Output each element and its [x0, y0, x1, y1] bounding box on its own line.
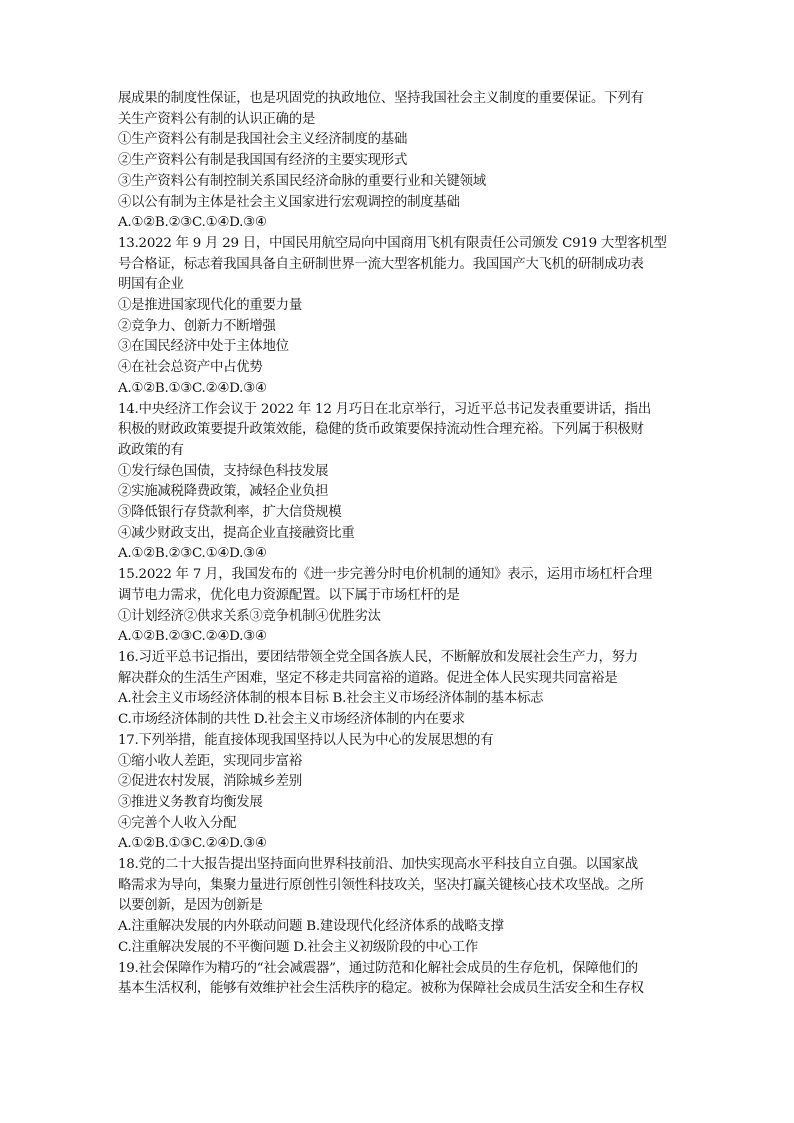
text-line: 关生产资料公有制的认识正确的是 — [118, 111, 316, 127]
text-line: ①生产资料公有制是我国社会主义经济制度的基础 — [118, 132, 408, 148]
text-line: A.社会主义市场经济体制的根本目标 B.社会主义市场经济体制的基本标志 — [118, 691, 544, 707]
text-line: 基本生活权利，能够有效维护社会生活秩序的稳定。被称为保障社会成员生活安全和生存权 — [118, 981, 644, 997]
text-line: A.①②B.②③C.①④D.③④ — [118, 546, 267, 562]
text-line: 解决群众的生活生产困难，坚定不移走共同富裕的道路。促进全体人民实现共同富裕是 — [118, 670, 618, 686]
text-line: ①是推进国家现代化的重要力量 — [118, 298, 302, 314]
text-line: A.①②B.①③C.②④D.③④ — [118, 836, 267, 852]
text-line: A.①②B.②③C.①④D.③④ — [118, 215, 267, 231]
text-line: 以要创新，是因为创新是 — [118, 898, 263, 914]
text-line: ④以公有制为主体是社会主义国家进行宏观调控的制度基础 — [118, 194, 460, 210]
text-line: 明国有企业 — [118, 277, 184, 293]
text-line: ④减少财政支出，提高企业直接融资比重 — [118, 525, 355, 541]
text-line: A.注重解决发展的内外联动问题 B.建设现代化经济体系的战略支撑 — [118, 919, 504, 935]
text-line: 展成果的制度性保证，也是巩固党的执政地位、坚持我国社会主义制度的重要保证。下列有 — [118, 91, 644, 106]
text-line: 16.习近平总书记指出，要团结带领全党全国各族人民，不断解放和发展社会生产力，努力 — [118, 649, 638, 665]
text-line: ③降低银行存贷款利率，扩大信贷规模 — [118, 505, 342, 521]
text-line: 号合格证，标志着我国具备自主研制世界一流大型客机能力。我国国产大飞机的研制成功表 — [118, 256, 644, 272]
text-line: 调节电力需求，优化电力资源配置。以下属于市场杠杆的是 — [118, 587, 460, 603]
text-line: 13.2022 年 9 月 29 日，中国民用航空局向中国商用飞机有限责任公司颁发 C919 大型客机型 — [118, 235, 667, 251]
text-line: 14.中央经济工作会议于 2022 年 12 月巧日在北京举行，习近平总书记发表重要讲话，指出 — [118, 401, 651, 417]
document-page — [118, 89, 678, 1000]
text-line: ④在社会总资产中占优势 — [118, 360, 263, 376]
text-line: ③生产资料公有制控制关系国民经济命脉的重要行业和关键领域 — [118, 173, 486, 189]
text-line: 15.2022 年 7 月，我国发布的《进一步完善分时电价机制的通知》表示，运用市场杠杆合理 — [118, 567, 652, 583]
text-line: ①发行绿色国债，支持绿色科技发展 — [118, 463, 329, 479]
text-line: ②促进农村发展，消除城乡差别 — [118, 774, 302, 790]
text-line: 19.社会保障作为精巧的“社会减震器”，通过防范和化解社会成员的生存危机，保障他们的 — [118, 960, 638, 976]
text-line: C.注重解决发展的不平衡问题 D.社会主义初级阶段的中心工作 — [118, 939, 479, 955]
text-line: 略需求为导向，集聚力量进行原创性引领性科技攻关，坚决打赢关键核心技术攻坚战。之所 — [118, 877, 644, 893]
text-line: 17.下列举措，能直接体现我国坚持以人民为中心的发展思想的有 — [118, 732, 494, 748]
text-line: ③推进义务教育均衡发展 — [118, 794, 263, 810]
text-line: ①缩小收人差距，实现同步富裕 — [118, 753, 302, 769]
text-line: 政政策的有 — [118, 442, 184, 458]
text-line: 18.党的二十大报告提出坚持面向世界科技前沿、加快实现高水平科技自立自强。以国家战 — [118, 857, 638, 873]
text-line: ②实施减税降费政策，减轻企业负担 — [118, 484, 329, 500]
text-line: ②生产资料公有制是我国国有经济的主要实现形式 — [118, 153, 408, 169]
text-line: ④完善个人收入分配 — [118, 815, 237, 831]
text-line: A.①②B.②③C.②④D.③④ — [118, 629, 267, 645]
text-line: ①计划经济②供求关系③竞争机制④优胜劣汰 — [118, 608, 381, 624]
text-line: ③在国民经济中处于主体地位 — [118, 339, 289, 355]
text-line: ②竞争力、创新力不断增强 — [118, 318, 276, 334]
text-line: C.市场经济体制的共性 D.社会主义市场经济体制的内在要求 — [118, 712, 465, 728]
text-line: 积极的财政政策要提升政策效能，稳健的货币政策要保持流动性合理充裕。下列属于积极财 — [118, 422, 644, 438]
text-line: A.①②B.①③C.②④D.③④ — [118, 380, 267, 396]
